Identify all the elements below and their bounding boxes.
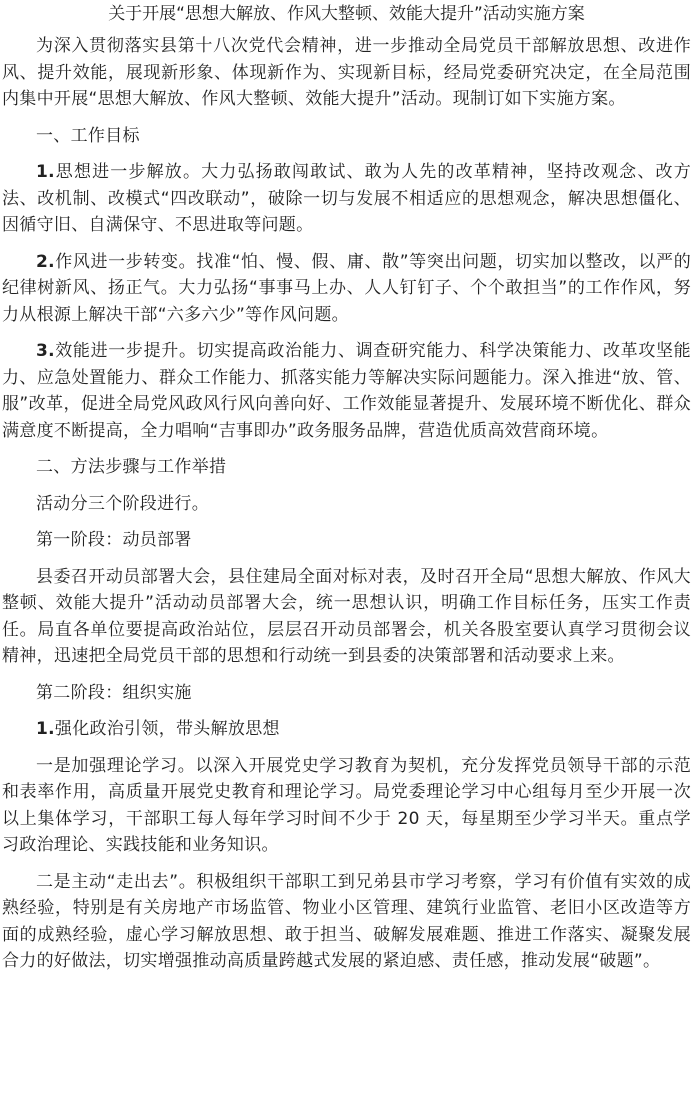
paragraph-text: 一是加强理论学习。以深入开展党史学习教育为契机，充分发挥党员领导干部的示范和表率作用，高质量开展党史教育和理论学习。局党委理论学习中心组每月至少开展一次以上集体学习，干部职工每人每年学习时间不少于 20 天，每星期至少学习半天。重点学习政治理论、实践技能和业务知识。	[2, 755, 691, 855]
paragraph-intro	[2, 33, 691, 113]
section-heading-goals	[2, 123, 691, 150]
item-number: 2.	[36, 251, 55, 272]
paragraph-text: 为深入贯彻落实县第十八次党代会精神，进一步推动全局党员干部解放思想、改进作风、提升效能，展现新形象、体现新作为、实现新目标，经局党委研究决定，在全局范围内集中开展“思想大解放、作风大整顿、效能大提升”活动。现制订如下实施方案。	[2, 36, 691, 109]
heading-text: 二、方法步骤与工作举措	[36, 457, 227, 477]
paragraph-stages-intro	[2, 491, 691, 518]
heading-text: 第二阶段：组织实施	[36, 682, 192, 703]
item-number: 1.	[36, 719, 55, 739]
paragraph-go-out	[2, 869, 691, 975]
paragraph-goal-3	[2, 338, 691, 444]
subheading-political-guidance	[2, 716, 691, 743]
section-heading-methods	[2, 454, 691, 481]
paragraph-text: 二是主动“走出去”。积极组织干部职工到兄弟县市学习考察，学习有价值有实效的成熟经验，特别是有关房地产市场监管、物业小区管理、建筑行业监管、老旧小区改造等方面的成熟经验，虚心学习解放思想、敢于担当、破解发展难题、推进工作落实、凝聚发展合力的好做法，切实增强推动高质量跨越式发展的紧迫感、责任感，推动发展“破题”。	[2, 871, 691, 971]
heading-text: 第一阶段：动员部署	[36, 530, 192, 550]
item-number: 1.	[36, 162, 55, 182]
heading-text: 一、工作目标	[36, 125, 140, 146]
paragraph-text: 思想进一步解放。大力弘扬敢闯敢试、敢为人先的改革精神，坚持改观念、改方法、改机制、改模式“四改联动”，破除一切与发展不相适应的思想观念，解决思想僵化、因循守旧、自满保守、不思进取等问题。	[2, 162, 691, 235]
stage-heading-2	[2, 680, 691, 707]
paragraph-goal-2	[2, 249, 691, 329]
document-title: 关于开展“思想大解放、作风大整顿、效能大提升”活动实施方案	[108, 4, 585, 24]
paragraph-stage-1	[2, 564, 691, 670]
paragraph-theory-study	[2, 753, 691, 859]
paragraph-text: 县委召开动员部署大会，县住建局全面对标对表，及时召开全局“思想大解放、作风大整顿、效能大提升”活动动员部署大会，统一思想认识，明确工作目标任务，压实工作责任。局直各单位要提高政治站位，层层召开动员部署会，机关各股室要认真学习贯彻会议精神，迅速把全局党员干部的思想和行动统一到县委的决策部署和活动要求上来。	[2, 566, 691, 666]
stage-heading-1	[2, 527, 691, 554]
paragraph-goal-1	[2, 159, 691, 239]
heading-text: 强化政治引领，带头解放思想	[54, 719, 280, 739]
paragraph-text: 作风进一步转变。找准“怕、慢、假、庸、散”等突出问题，切实加以整改，以严的纪律树新风、扬正气。大力弘扬“事事马上办、人人钉钉子、个个敢担当”的工作作风，努力从根源上解决干部“六多六少”等作风问题。	[2, 251, 691, 325]
item-number: 3.	[36, 341, 55, 361]
paragraph-text: 活动分三个阶段进行。	[36, 493, 209, 514]
paragraph-text: 效能进一步提升。切实提高政治能力、调查研究能力、科学决策能力、改革攻坚能力、应急处置能力、群众工作能力、抓落实能力等解决实际问题能力。深入推进“放、管、服”改革，促进全局党风政风行风向善向好、工作效能显著提升、发展环境不断优化、群众满意度不断提高，全力唱响“吉事即办”政务服务品牌，营造优质高效营商环境。	[2, 341, 691, 441]
